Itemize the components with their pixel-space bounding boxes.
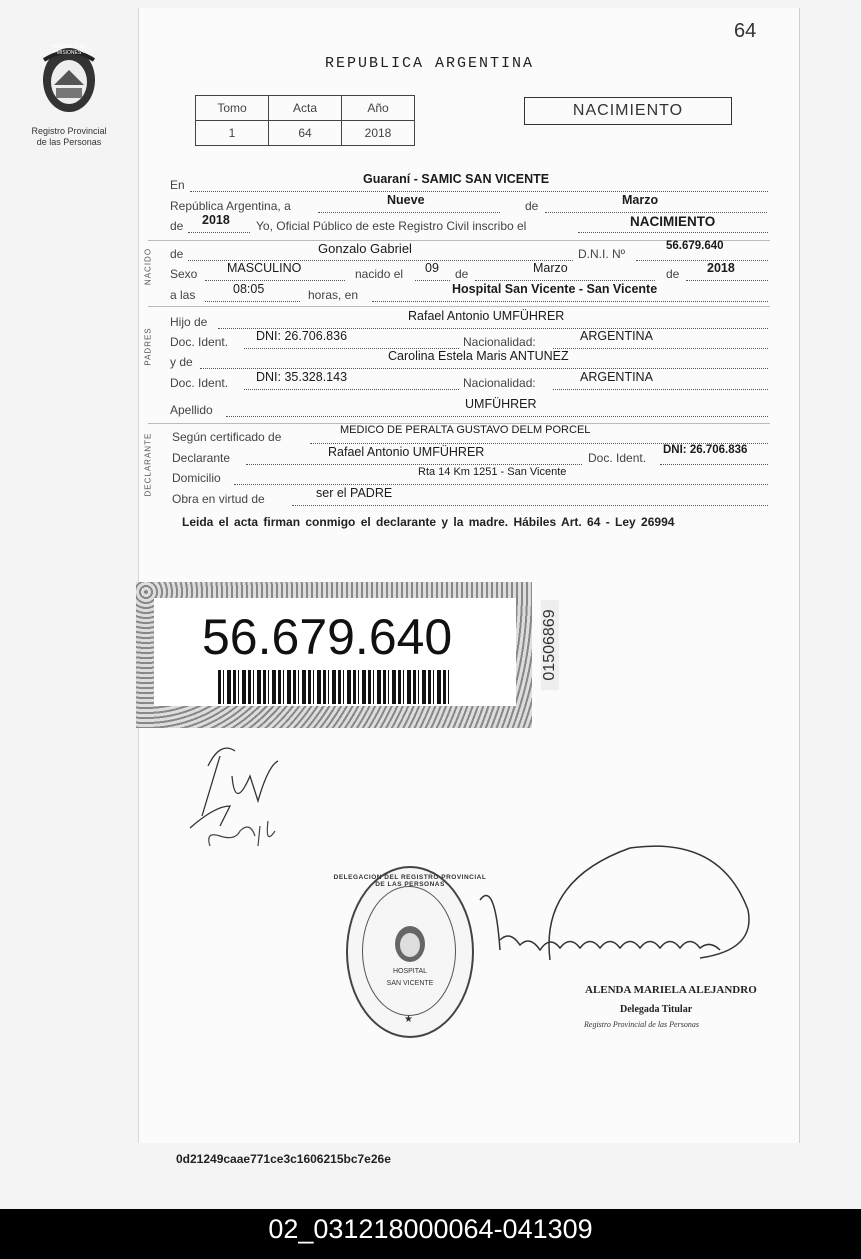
closing-text: Leida el acta firman conmigo el declarante y la madre. Hábiles Art. 64 - Ley 26994: [182, 515, 675, 529]
label-horas-en: horas, en: [308, 288, 359, 302]
label-obra: Obra en virtud de: [172, 492, 265, 506]
sticker-white-panel: [154, 598, 516, 706]
label-nacionalidad: Nacionalidad:: [463, 335, 536, 349]
nombre-value: Gonzalo Gabriel: [318, 241, 412, 256]
label-declarante: Declarante: [172, 451, 231, 465]
footer-id: 02_031218000064-041309: [268, 1214, 593, 1244]
padre-nac-value: ARGENTINA: [580, 329, 653, 343]
logo-caption-2: de las Personas: [36, 137, 102, 147]
anio-inscripcion-value: 2018: [202, 213, 230, 227]
label-dni: D.N.I. Nº: [578, 247, 626, 261]
logo-caption-1: Registro Provincial: [31, 126, 107, 136]
meta-value: 1: [196, 121, 269, 146]
meta-header: Tomo: [196, 96, 269, 121]
dia-letras-value: Nueve: [387, 193, 425, 207]
label-de: de: [666, 267, 680, 281]
label-republica: República Argentina, a: [170, 199, 291, 213]
country-title: REPUBLICA ARGENTINA: [325, 55, 535, 72]
signature-title: Delegada Titular: [620, 1004, 693, 1015]
sexo-value: MASCULINO: [227, 261, 302, 275]
label-y-de: y de: [170, 355, 193, 369]
signature-org: Registro Provincial de las Personas: [584, 1020, 699, 1029]
label-hijo-de: Hijo de: [170, 315, 208, 329]
seal-star-icon: ★: [404, 1014, 413, 1025]
madre-nac-value: ARGENTINA: [580, 370, 653, 384]
meta-value: 64: [269, 121, 342, 146]
label-de: de: [170, 219, 184, 233]
label-doc-ident: Doc. Ident.: [170, 335, 229, 349]
label-doc-ident: Doc. Ident.: [170, 376, 229, 390]
footer-bar: [0, 1209, 861, 1259]
label-doc-ident: Doc. Ident.: [588, 451, 647, 465]
obra-value: ser el PADRE: [316, 486, 393, 500]
sticker-serial: 01506869: [541, 600, 559, 690]
madre-value: Carolina Estela Maris ANTUNEZ: [388, 349, 569, 363]
declarante-value: Rafael Antonio UMFÜHRER: [328, 445, 485, 459]
seal-center-2: SAN VICENTE: [386, 980, 434, 987]
label-de: de: [170, 247, 184, 261]
dni-value: 56.679.640: [666, 240, 724, 252]
label-a-las: a las: [170, 288, 196, 302]
domicilio-value: Rta 14 Km 1251 - San Vicente: [418, 466, 567, 478]
tipo-value: NACIMIENTO: [630, 214, 716, 229]
tomo-acta-anio-table: [195, 95, 415, 146]
apellido-value: UMFÜHRER: [465, 397, 537, 411]
label-domicilio: Domicilio: [172, 471, 221, 485]
meta-value: 2018: [342, 121, 415, 146]
anio-nac-value: 2018: [707, 261, 735, 275]
official-signature-icon: [470, 840, 760, 990]
barcode: [218, 670, 452, 704]
signature-scribble-icon: [180, 736, 290, 866]
seal-ring-text: DELEGACION DEL REGISTRO PROVINCIAL DE LAS PERSONAS: [333, 874, 487, 888]
mes-nac-value: Marzo: [533, 261, 568, 275]
label-apellido: Apellido: [170, 403, 213, 417]
meta-header: Acta: [269, 96, 342, 121]
sticker-number: 56.679.640: [202, 609, 453, 665]
label-oficial: Yo, Oficial Público de este Registro Civil inscribo el: [256, 219, 527, 233]
label-en: En: [170, 178, 185, 192]
label-de: de: [525, 199, 539, 213]
signature-name: ALENDA MARIELA ALEJANDRO: [585, 984, 757, 996]
meta-header: Año: [342, 96, 415, 121]
declarante-doc-value: DNI: 26.706.836: [663, 444, 748, 456]
dni-sticker: [136, 582, 532, 728]
seal-crest-icon: [392, 924, 428, 964]
label-nacido-el: nacido el: [355, 267, 404, 281]
label-de: de: [455, 267, 469, 281]
seal-center-1: HOSPITAL: [392, 968, 428, 975]
official-signature: [470, 840, 760, 990]
label-segun: Según certificado de: [172, 430, 282, 444]
label-nacionalidad: Nacionalidad:: [463, 376, 536, 390]
side-label-padres: PADRES: [143, 327, 153, 366]
lugar-nac-value: Hospital San Vicente - San Vicente: [452, 282, 658, 296]
record-type-box: NACIMIENTO: [524, 97, 732, 125]
mes-inscripcion-value: Marzo: [622, 193, 659, 207]
hora-value: 08:05: [233, 282, 265, 296]
logo-title: PROVINCIA DE MISIONES: [51, 44, 87, 56]
official-seal: [333, 866, 487, 1038]
certificado-value: MEDICO DE PERALTA GUSTAVO DELM PORCEL: [340, 424, 591, 436]
side-label-nacido: NACIDO: [143, 247, 153, 286]
dia-nac-value: 09: [425, 261, 439, 275]
label-sexo: Sexo: [170, 267, 198, 281]
side-label-declarante: DECLARANTE: [143, 432, 153, 497]
padre-value: Rafael Antonio UMFÜHRER: [408, 309, 565, 323]
lugar-value: Guaraní - SAMIC SAN VICENTE: [363, 172, 550, 186]
madre-doc-value: DNI: 35.328.143: [256, 370, 348, 384]
document-hash: 0d21249caae771ce3c1606215bc7e26e: [176, 1152, 391, 1166]
padre-doc-value: DNI: 26.706.836: [256, 329, 348, 343]
page-number: 64: [734, 20, 757, 42]
declarante-signature: [180, 736, 290, 866]
